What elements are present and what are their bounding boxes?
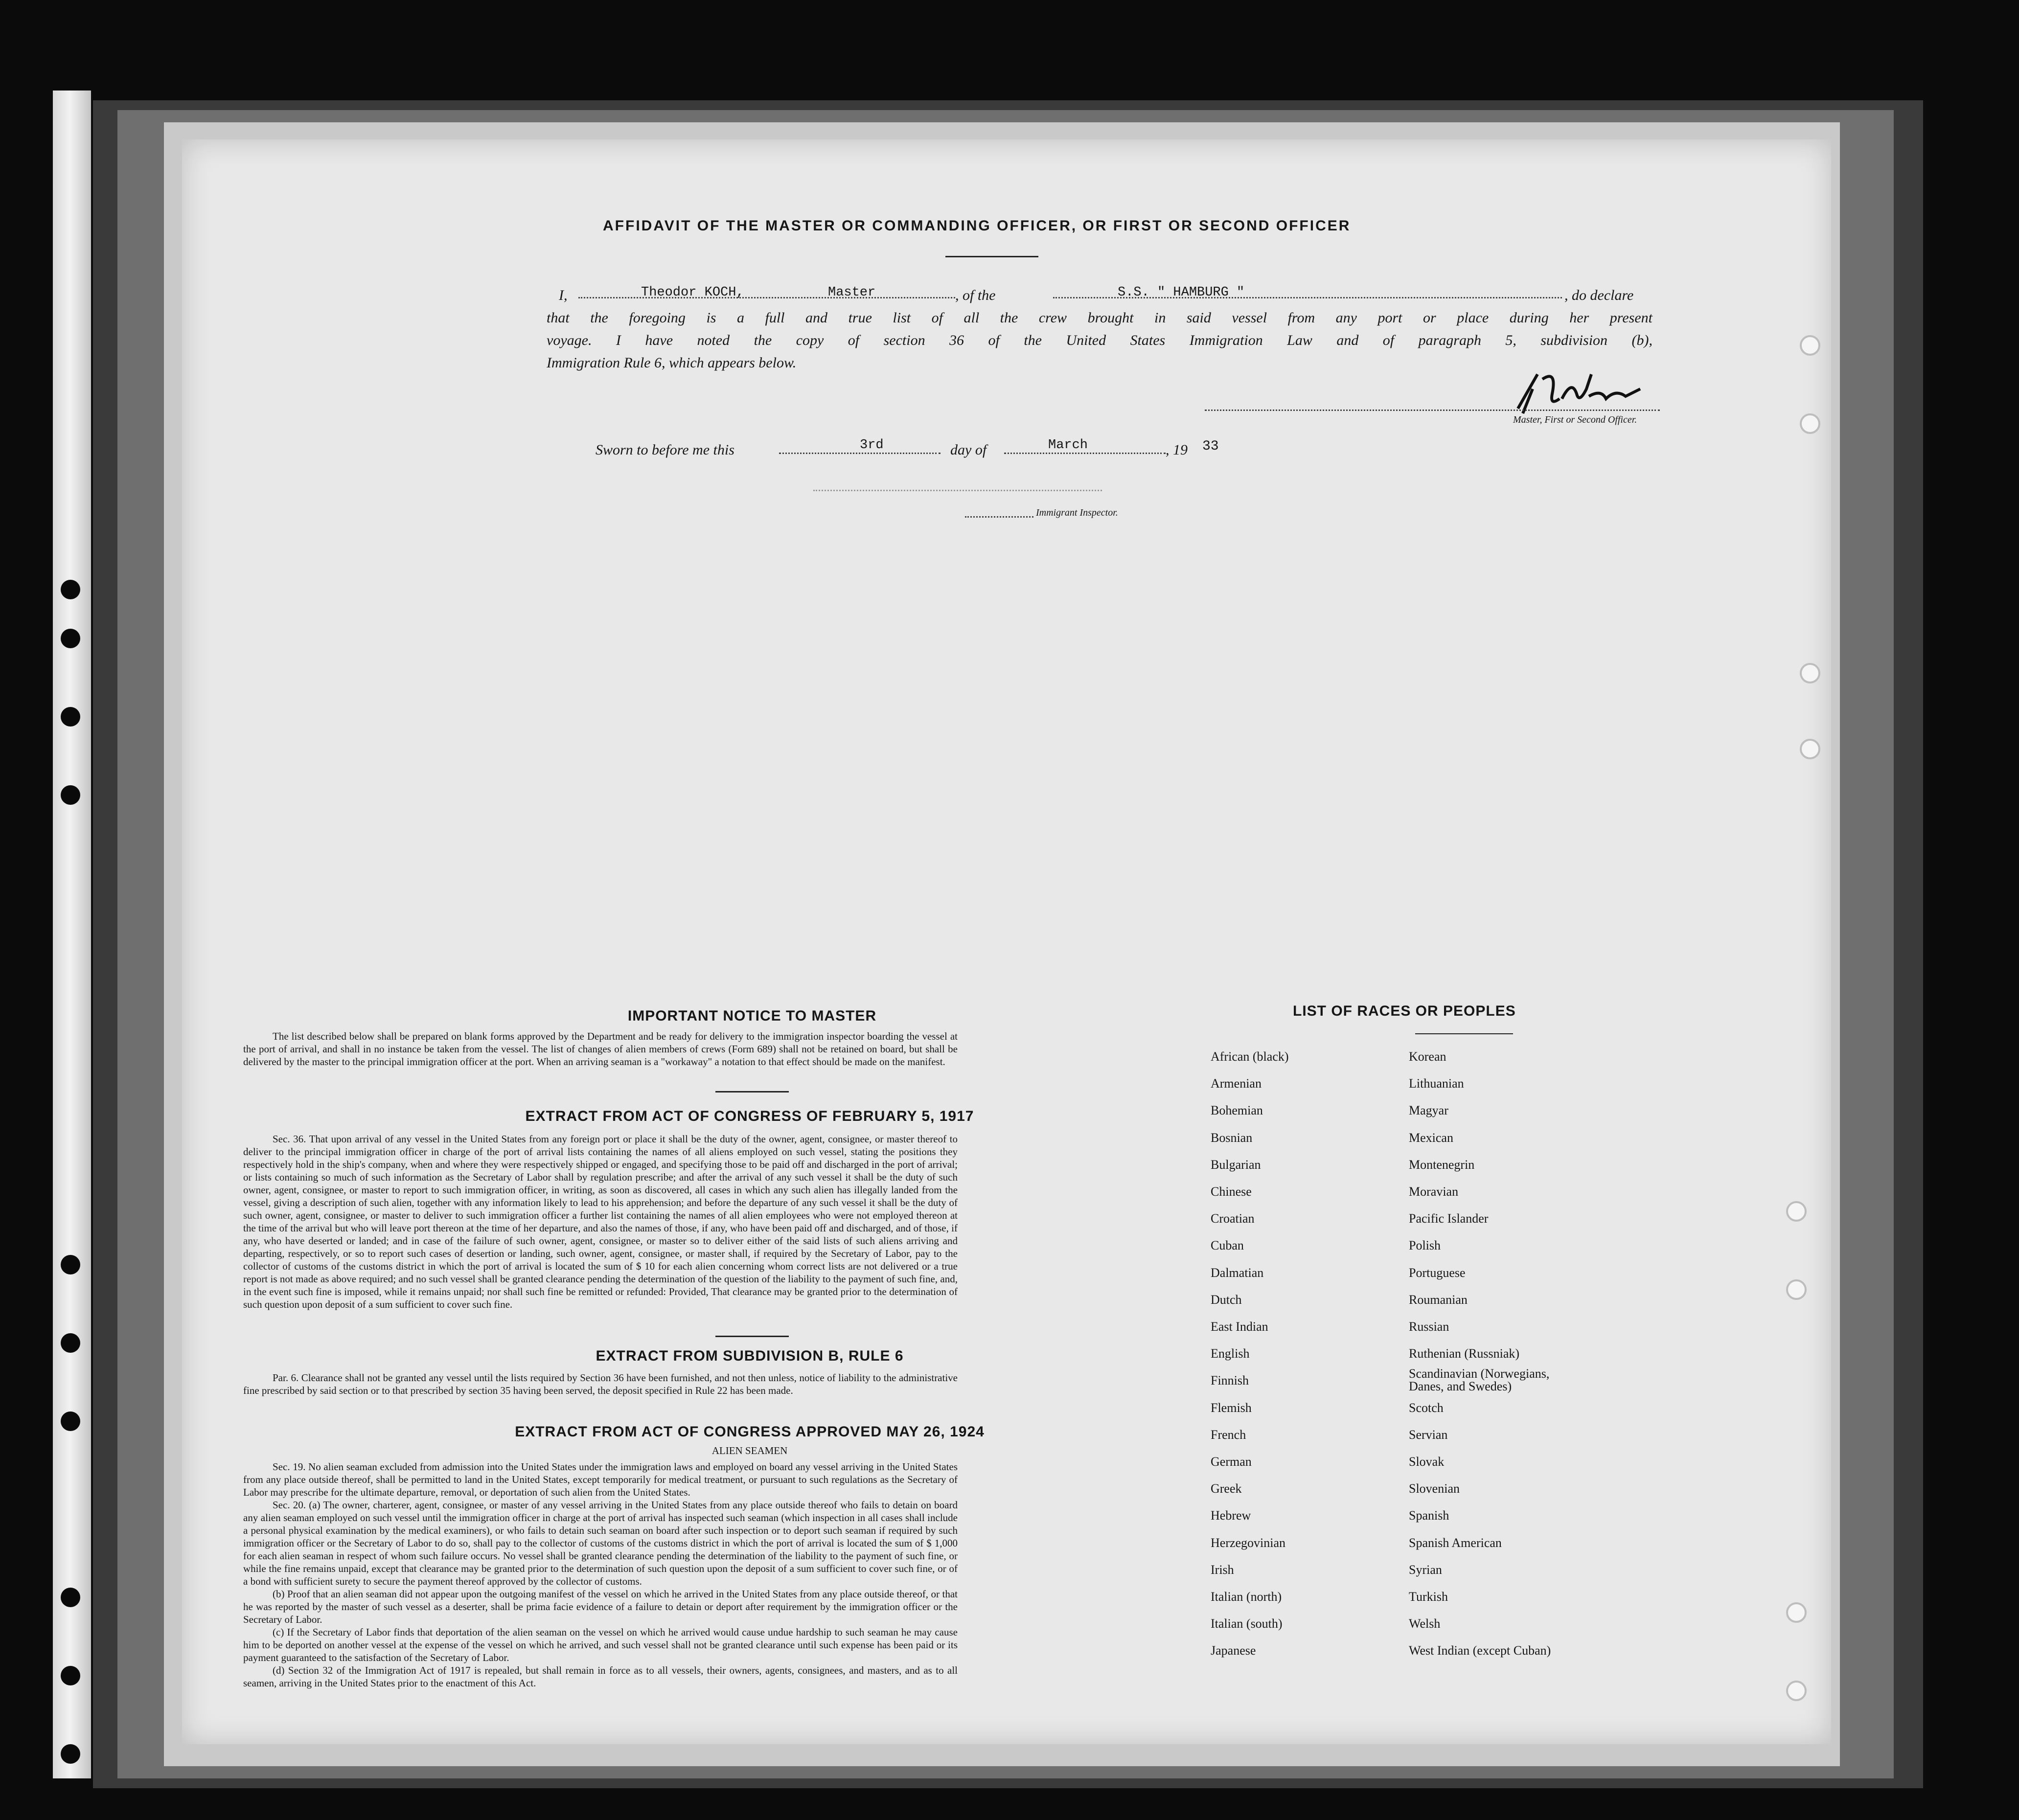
name-line bbox=[578, 297, 955, 298]
race-item: Dutch bbox=[1211, 1292, 1242, 1307]
race-item: Armenian bbox=[1211, 1076, 1262, 1091]
binder-hole bbox=[61, 1333, 80, 1353]
punch-hole bbox=[1786, 1681, 1807, 1701]
race-item: German bbox=[1211, 1455, 1252, 1469]
race-item: Dalmatian bbox=[1211, 1265, 1264, 1280]
race-item: Scotch bbox=[1409, 1400, 1444, 1415]
race-item: Portuguese bbox=[1409, 1265, 1466, 1280]
race-item: Korean bbox=[1409, 1049, 1446, 1064]
race-item: Chinese bbox=[1211, 1184, 1252, 1199]
binder-hole bbox=[61, 1588, 80, 1607]
race-item: Welsh bbox=[1409, 1616, 1441, 1631]
sec-20c-paragraph: (c) If the Secretary of Labor finds that deportation of the alien seaman on the vessel on which he arrived would cause undue hardship to such seaman he may cause him to be deported on another vessel at the expense of the vessel on which he arrived, and such vessel shall not be granted clearance until such expense has been paid or its payment guaranteed to the satisfaction of the Secretary of Labor. bbox=[243, 1626, 958, 1663]
race-item: Slovak bbox=[1409, 1455, 1445, 1469]
race-item: Moravian bbox=[1409, 1184, 1459, 1199]
binder-hole bbox=[61, 1666, 80, 1685]
extract-1917-text: Sec. 36. That upon arrival of any vessel in the United States from any foreign port or place it shall be the duty of the owner, agent, consignee, or master thereof to deliver to the principal immigration officer in charge of the port of arrival lists containing the names of all aliens employed on such vessel, stating the positions they respectively hold in the ship's company, when and where they were respectively shipped or engaged, and specifying those to be paid off and discharged in the port of arrival; or lists containing so much of such information as the Secretary of Labor shall by regulation prescribe; and after the arrival of any such vessel it shall be the duty of such owner, agent, consignee, or master to report to such immigration officer, in writing, as soon as discovered, all cases in which any such alien has illegally landed from the vessel, giving a description of such alien, together with any information likely to lead to his apprehension; and before the departure of any such vessel it shall be the duty of such owner, agent, consignee, or master to deliver to such immigration officer a further list containing the names of all alien employees who were not employed thereon at the time of the arrival but who will leave port thereon at the time of her departure, and also the names of those, if any, who have been paid off and discharged, and of those, if any, who have deserted or landed; and in case of the failure of such owner, agent, consignee, or master so to deliver either of the said lists of such aliens arriving and departing, respectively, or so to report such cases of desertion or landing, such owner, agent, consignee, or master shall, if required by the Secretary of Labor, pay to the collector of customs of the customs district in which the port of arrival is located the sum of $ 10 for each alien concerning whom correct lists are not delivered or a true report is not made as above required; and no such vessel shall be granted clearance pending the determination of the question of the liability to the payment of such fine, and, in the event such fine is imposed, while it remains unpaid; nor shall such fine be remitted or refunded: Provided, That clearance may be granted prior to the determination of such question upon deposit of a sum sufficient to cover such fine. bbox=[243, 1133, 958, 1310]
race-item: Lithuanian bbox=[1409, 1076, 1464, 1091]
inspector-stamp-line bbox=[813, 490, 1102, 491]
sworn-day: 3rd bbox=[860, 438, 884, 453]
race-item: Herzegovinian bbox=[1211, 1535, 1286, 1550]
signature-line bbox=[1205, 410, 1660, 411]
extract-1917-title: EXTRACT FROM ACT OF CONGRESS OF FEBRUARY 5, 1917 bbox=[525, 1108, 974, 1124]
race-item: African (black) bbox=[1211, 1049, 1289, 1064]
extract-1924-body bbox=[243, 1460, 958, 1689]
rule6-title: EXTRACT FROM SUBDIVISION B, RULE 6 bbox=[596, 1348, 904, 1364]
year-prefix: , 19 bbox=[1166, 442, 1188, 458]
race-item: French bbox=[1211, 1427, 1246, 1442]
sec-20a-paragraph: Sec. 20. (a) The owner, charterer, agent, consignee, or master of any vessel arriving in the United States from any place outside thereof who fails to detain on board any alien seaman employed on such vessel until the immigration officer in charge at the port of arrival has inspected such seaman (which inspection in all cases shall include a personal physical examination by the medical examiners), or who fails to detain such seaman on board after such inspection or to deport such seaman if required by such immigration officer or the Secretary of Labor to do so, shall pay to the collector of customs of the customs district in which the port of arrival is located the sum of $ 1,000 for each alien seaman in respect of whom such failure occurs. No vessel shall be granted clearance pending the determination of the liability to the payment of such fine, or while the fine remains unpaid, except that clearance may be granted prior to the determination of such question upon the deposit of a sum sufficient to cover such fine, or of a bond with sufficient surety to secure the payment thereof approved by the collector of customs. bbox=[243, 1499, 958, 1587]
punch-hole bbox=[1786, 1279, 1807, 1300]
race-item: Servian bbox=[1409, 1427, 1448, 1442]
race-item: Slovenian bbox=[1409, 1481, 1460, 1496]
race-item: Irish bbox=[1211, 1562, 1234, 1577]
race-item: Syrian bbox=[1409, 1562, 1442, 1577]
sec-20d-paragraph: (d) Section 32 of the Immigration Act of 1917 is repealed, but shall remain in force as to all vessels, their owners, agents, consignees, and masters, and as to all seamen, arriving in the United States prior to the enactment of this Act. bbox=[243, 1664, 958, 1689]
punch-hole bbox=[1800, 739, 1820, 759]
extract-1924-title: EXTRACT FROM ACT OF CONGRESS APPROVED MAY 26, 1924 bbox=[515, 1424, 985, 1440]
punch-hole bbox=[1786, 1201, 1807, 1222]
notice-text: The list described below shall be prepared on blank forms approved by the Department and be ready for delivery to the immigration inspector boarding the vessel at the port of arrival, and shall in no instance be taken from the vessel. The list of changes of alien members of crews (Form 689) shall not be retained on board, but shall be delivered by the master to the principal immigration officer at the port. When an arriving seaman is a "workaway" a notation to that effect should be made on the manifest. bbox=[243, 1030, 958, 1068]
race-item: Polish bbox=[1409, 1238, 1441, 1253]
race-item: Mexican bbox=[1409, 1130, 1453, 1145]
race-item: Russian bbox=[1409, 1320, 1449, 1334]
race-item: Greek bbox=[1211, 1481, 1242, 1496]
inspector-caption: Immigrant Inspector. bbox=[1036, 507, 1118, 518]
race-item: Japanese bbox=[1211, 1643, 1256, 1658]
officer-name: Theodor KOCH, bbox=[641, 285, 744, 300]
affidavit-body-2: voyage. I have noted the copy of section 36 of the United States Immigration Law and of paragraph 5, subdivision (b), bbox=[547, 332, 1652, 348]
race-item: Italian (north) bbox=[1211, 1590, 1282, 1604]
punch-hole bbox=[1800, 413, 1820, 434]
affidavit-body-1: that the foregoing is a full and true list of all the crew brought in said vessel from any port or place during her present bbox=[547, 310, 1652, 326]
race-item: Spanish American bbox=[1409, 1535, 1502, 1550]
race-item: Roumanian bbox=[1409, 1292, 1468, 1307]
race-item: Italian (south) bbox=[1211, 1616, 1283, 1631]
race-item: Bosnian bbox=[1211, 1130, 1253, 1145]
race-item: Finnish bbox=[1211, 1373, 1249, 1388]
punch-hole bbox=[1800, 663, 1820, 683]
binder-hole bbox=[61, 1744, 80, 1764]
punch-hole bbox=[1800, 335, 1820, 356]
day-line bbox=[779, 453, 941, 454]
sworn-month: March bbox=[1048, 438, 1088, 453]
race-item: Cuban bbox=[1211, 1238, 1244, 1253]
race-item: Bohemian bbox=[1211, 1103, 1263, 1118]
race-item: Hebrew bbox=[1211, 1508, 1251, 1523]
race-item: Pacific Islander bbox=[1409, 1211, 1489, 1226]
binder-hole bbox=[61, 1255, 80, 1274]
sworn-label: Sworn to before me this bbox=[596, 442, 734, 458]
binder-hole bbox=[61, 707, 80, 727]
notice-rule bbox=[715, 1091, 789, 1092]
notice-title: IMPORTANT NOTICE TO MASTER bbox=[627, 1008, 877, 1024]
race-item: Scandinavian (Norwegians, Danes, and Swedes) bbox=[1409, 1366, 1550, 1394]
of-the-label: , of the bbox=[955, 287, 996, 303]
race-item: West Indian (except Cuban) bbox=[1409, 1643, 1551, 1658]
race-item: Flemish bbox=[1211, 1400, 1252, 1415]
race-item: Turkish bbox=[1409, 1590, 1448, 1604]
races-rule bbox=[1415, 1033, 1513, 1034]
binder-hole bbox=[61, 1411, 80, 1431]
sec-20b-paragraph: (b) Proof that an alien seaman did not appear upon the outgoing manifest of the vessel on which he arrived in the United States from any place outside thereof, or that he was reported by the master of such vessel as a deserter, shall be prima facie evidence of a failure to detain or deport after requirement by the immigration officer or the Secretary of Labor. bbox=[243, 1588, 958, 1625]
affidavit-title: AFFIDAVIT OF THE MASTER OR COMMANDING OFFICER, OR FIRST OR SECOND OFFICER bbox=[603, 218, 1351, 234]
declare-label: , do declare bbox=[1564, 287, 1634, 303]
month-line bbox=[1004, 453, 1166, 454]
race-item: Spanish bbox=[1409, 1508, 1449, 1523]
document-page bbox=[182, 139, 1831, 1744]
race-item: Croatian bbox=[1211, 1211, 1255, 1226]
extract-1924-subtitle: ALIEN SEAMEN bbox=[711, 1445, 788, 1456]
inspector-line bbox=[965, 516, 1033, 518]
punch-hole bbox=[1786, 1602, 1807, 1623]
binder-hole bbox=[61, 580, 80, 599]
day-of-label: day of bbox=[950, 442, 987, 458]
binder-hole bbox=[61, 785, 80, 805]
sec-19-paragraph: Sec. 19. No alien seaman excluded from admission into the United States under the immigration laws and employed on board any vessel arriving in the United States from any place outside thereof, shall be permitted to land in the United States, except temporarily for medical treatment, or pursuant to such regulations as the Secretary of Labor may prescribe for the ultimate departure, removal, or deportation of such alien from the United States. bbox=[243, 1461, 958, 1498]
race-item: English bbox=[1211, 1346, 1250, 1361]
rule6-text: Par. 6. Clearance shall not be granted any vessel until the lists required by Section 36 have been furnished, and not then unless, notice of liability to the administrative fine prescribed by said section or to that prescribed by section 35 having been served, the deposit specified in Rule 22 has been made. bbox=[243, 1372, 958, 1396]
extract-1917-rule bbox=[715, 1336, 789, 1337]
binder-hole bbox=[61, 629, 80, 648]
race-item: Bulgarian bbox=[1211, 1157, 1261, 1172]
race-item: Ruthenian (Russniak) bbox=[1409, 1346, 1520, 1361]
signature-caption: Master, First or Second Officer. bbox=[1513, 414, 1637, 425]
races-title: LIST OF RACES OR PEOPLES bbox=[1293, 1003, 1516, 1019]
officer-rank: Master bbox=[828, 285, 876, 300]
race-item: Magyar bbox=[1409, 1103, 1448, 1118]
race-item: Montenegrin bbox=[1409, 1157, 1475, 1172]
vessel-name: S.S. " HAMBURG " bbox=[1118, 285, 1245, 300]
year-suffix: 33 bbox=[1202, 439, 1219, 454]
title-rule bbox=[945, 256, 1038, 257]
race-item: East Indian bbox=[1211, 1320, 1268, 1334]
i-label: I, bbox=[559, 287, 568, 303]
binder-strip bbox=[53, 91, 91, 1778]
affidavit-body-3: Immigration Rule 6, which appears below. bbox=[547, 355, 797, 371]
